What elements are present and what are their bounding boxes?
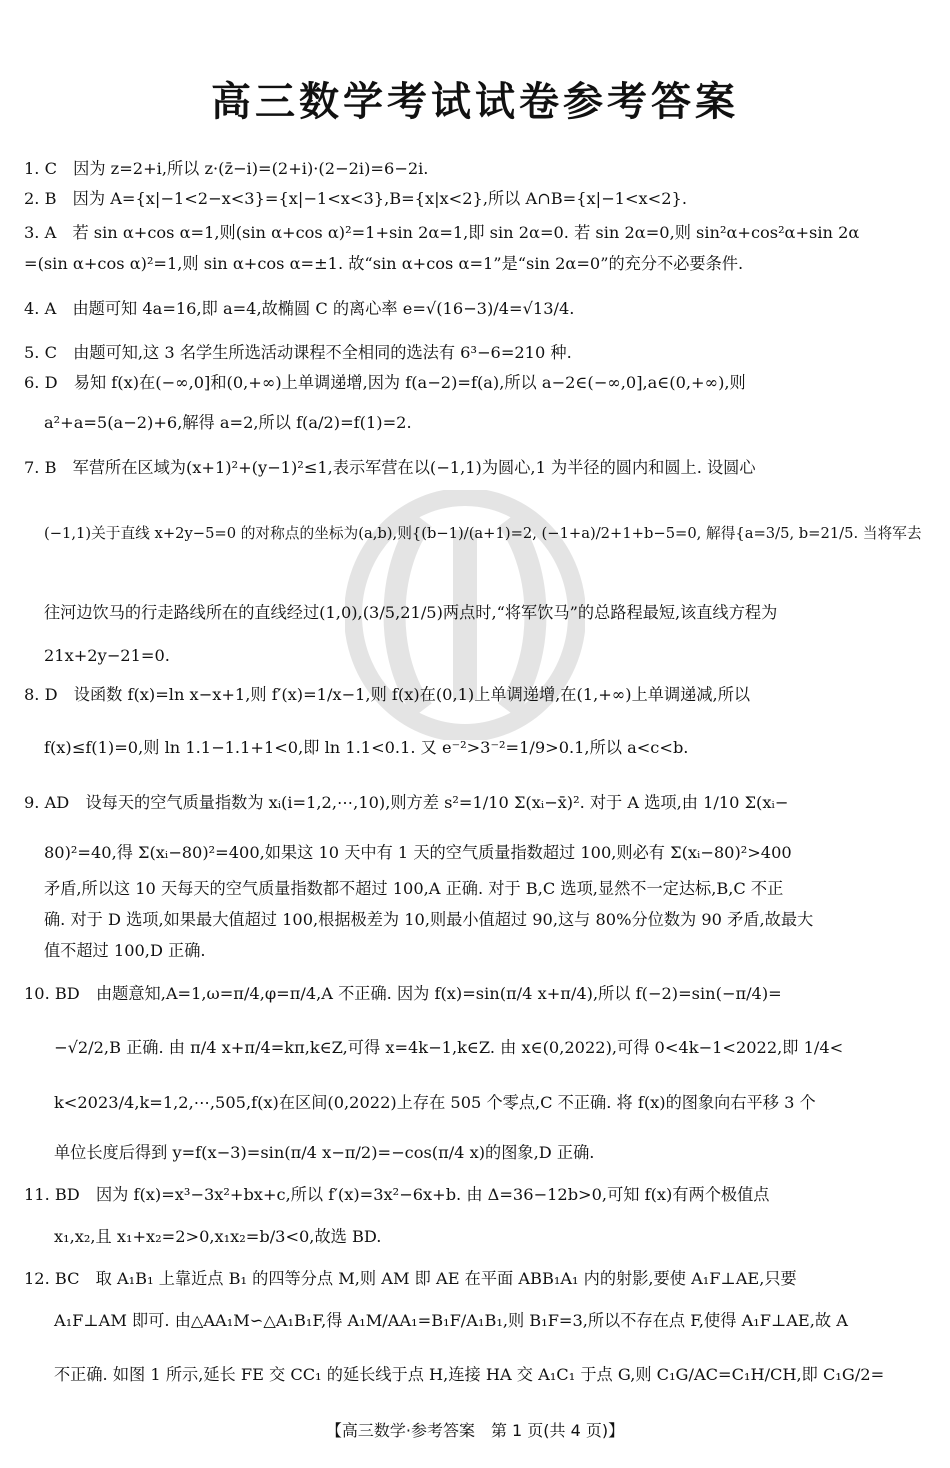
answer-line: 9. AD 设每天的空气质量指数为 xᵢ(i=1,2,⋯,10),则方差 s²=1/10 Σ(xᵢ−x̄)². 对于 A 选项,由 1/10 Σ(xᵢ− [24,793,789,812]
answer-line: (−1,1)关于直线 x+2y−5=0 的对称点的坐标为(a,b),则{(b−1)/(a+1)=2, (−1+a)/2+1+b−5=0, 解得{a=3/5, b=21/5. 当将军去 [44,525,922,542]
page-title: 高三数学考试试卷参考答案 [211,79,739,125]
answer-line: 8. D 设函数 f(x)=ln x−x+1,则 f′(x)=1/x−1,则 f(x)在(0,1)上单调递增,在(1,+∞)上单调递减,所以 [24,685,751,704]
answer-line: 2. B 因为 A={x|−1<2−x<3}={x|−1<x<3},B={x|x<2},所以 A∩B={x|−1<x<2}. [24,189,687,208]
answer-line: 11. BD 因为 f(x)=x³−3x²+bx+c,所以 f′(x)=3x²−6x+b. 由 Δ=36−12b>0,可知 f(x)有两个极值点 [24,1185,770,1204]
answer-line: 4. A 由题可知 4a=16,即 a=4,故椭圆 C 的离心率 e=√(16−3)/4=√13/4. [24,299,575,318]
answer-line: 单位长度后得到 y=f(x−3)=sin(π/4 x−π/2)=−cos(π/4 x)的图象,D 正确. [54,1143,595,1162]
answer-line: 7. B 军营所在区域为(x+1)²+(y−1)²≤1,表示军营在以(−1,1)为圆心,1 为半径的圆内和圆上. 设圆心 [24,458,756,477]
answer-line: 10. BD 由题意知,A=1,ω=π/4,φ=π/4,A 不正确. 因为 f(x)=sin(π/4 x+π/4),所以 f(−2)=sin(−π/4)= [24,984,782,1003]
answer-line: 12. BC 取 A₁B₁ 上靠近点 B₁ 的四等分点 M,则 AM 即 AE 在平面 ABB₁A₁ 内的射影,要使 A₁F⊥AE,只要 [24,1269,797,1288]
answer-line: f(x)≤f(1)=0,则 ln 1.1−1.1+1<0,即 ln 1.1<0.1. 又 e⁻²>3⁻²=1/9>0.1,所以 a<c<b. [44,738,689,757]
page-footer: 【高三数学·参考答案 第 1 页(共 4 页)】 [325,1421,625,1440]
answer-line: A₁F⊥AM 即可. 由△AA₁M∽△A₁B₁F,得 A₁M/AA₁=B₁F/A₁B₁,则 B₁F=3,所以不存在点 F,使得 A₁F⊥AE,故 A [54,1311,848,1330]
answer-line: k<2023/4,k=1,2,⋯,505,f(x)在区间(0,2022)上存在 505 个零点,C 不正确. 将 f(x)的图象向右平移 3 个 [54,1093,816,1112]
answer-line: 往河边饮马的行走路线所在的直线经过(1,0),(3/5,21/5)两点时,“将军饮马”的总路程最短,该直线方程为 [44,603,778,622]
answer-line: x₁,x₂,且 x₁+x₂=2>0,x₁x₂=b/3<0,故选 BD. [54,1227,382,1246]
answer-line: 确. 对于 D 选项,如果最大值超过 100,根据极差为 10,则最小值超过 90,这与 80%分位数为 90 矛盾,故最大 [44,910,814,929]
answer-line: 5. C 由题可知,这 3 名学生所选活动课程不全相同的选法有 6³−6=210 种. [24,343,572,362]
answer-line: 3. A 若 sin α+cos α=1,则(sin α+cos α)²=1+sin 2α=1,即 sin 2α=0. 若 sin 2α=0,则 sin²α+cos²α+sin 2α [24,223,860,242]
answer-line: 不正确. 如图 1 所示,延长 FE 交 CC₁ 的延长线于点 H,连接 HA 交 A₁C₁ 于点 G,则 C₁G/AC=C₁H/CH,即 C₁G/2= [54,1365,885,1384]
answer-line: 1. C 因为 z=2+i,所以 z·(z̄−i)=(2+i)·(2−2i)=6−2i. [24,159,429,178]
answer-line: =(sin α+cos α)²=1,则 sin α+cos α=±1. 故“sin α+cos α=1”是“sin 2α=0”的充分不必要条件. [24,254,744,273]
answer-line: 矛盾,所以这 10 天每天的空气质量指数都不超过 100,A 正确. 对于 B,C 选项,显然不一定达标,B,C 不正 [44,879,784,898]
answer-line: 值不超过 100,D 正确. [44,941,206,960]
answer-line: 21x+2y−21=0. [44,646,170,665]
answer-line: 6. D 易知 f(x)在(−∞,0]和(0,+∞)上单调递增,因为 f(a−2)=f(a),所以 a−2∈(−∞,0],a∈(0,+∞),则 [24,373,746,392]
answer-line: −√2/2,B 正确. 由 π/4 x+π/4=kπ,k∈Z,可得 x=4k−1,k∈Z. 由 x∈(0,2022),可得 0<4k−1<2022,即 1/4< [54,1038,844,1057]
answer-line: a²+a=5(a−2)+6,解得 a=2,所以 f(a/2)=f(1)=2. [44,413,412,432]
answer-line: 80)²=40,得 Σ(xᵢ−80)²=400,如果这 10 天中有 1 天的空气质量指数超过 100,则必有 Σ(xᵢ−80)²>400 [44,843,792,862]
